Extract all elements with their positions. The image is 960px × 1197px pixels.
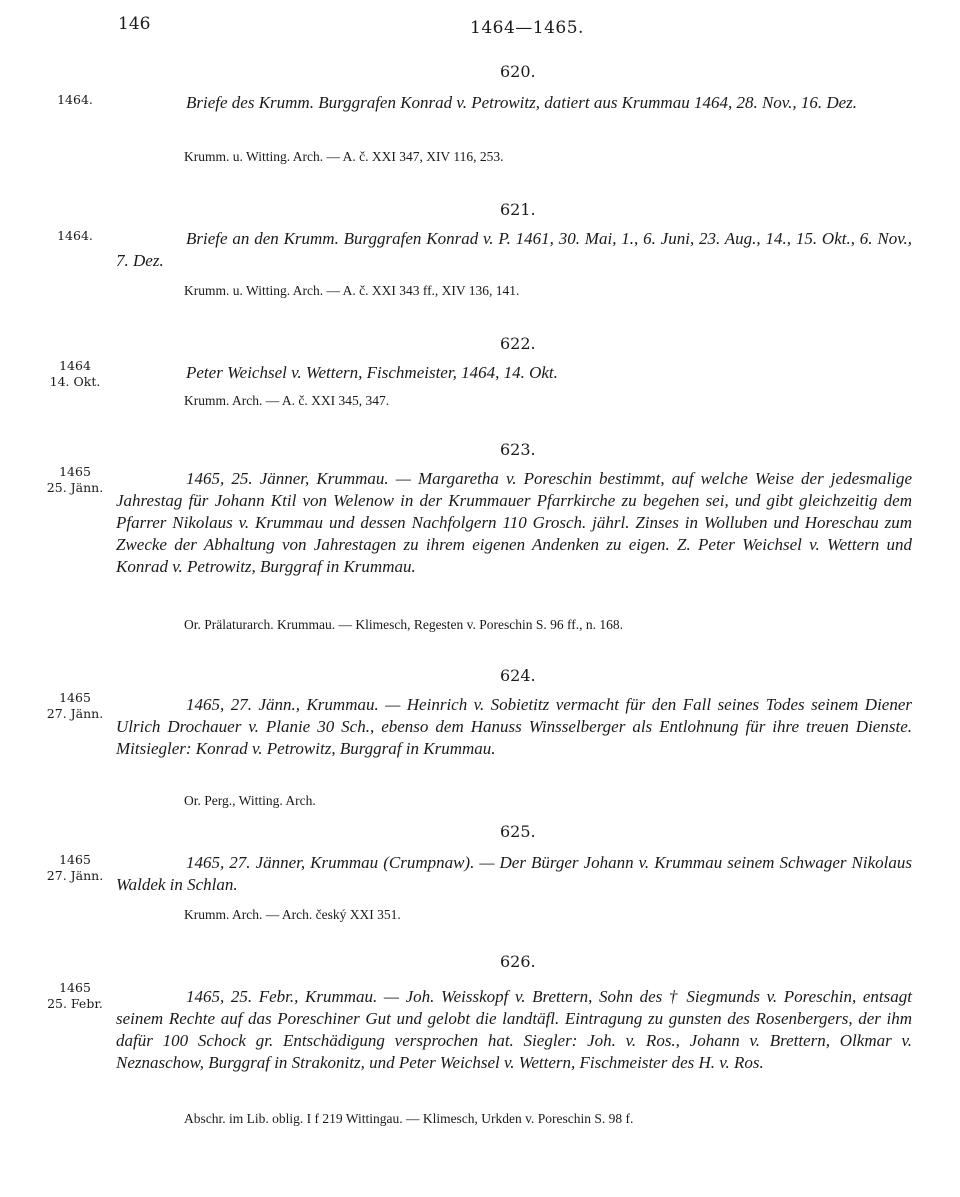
margin-date bbox=[40, 464, 110, 496]
source-note: Or. Prälaturarch. Krummau. — Klimesch, Regesten v. Poreschin S. 96 ff., n. 168. bbox=[184, 617, 624, 632]
source-note: Abschr. im Lib. oblig. I f 219 Wittingau. — Klimesch, Urkden v. Poreschin S. 98 f. bbox=[184, 1111, 634, 1126]
entry-number: 626. bbox=[500, 952, 536, 971]
margin-date-day: 27. Jänn. bbox=[46, 868, 104, 883]
margin-date-year: 1465 bbox=[59, 980, 91, 995]
source-note: Krumm. u. Witting. Arch. — A. č. XXI 343 ff., XIV 136, 141. bbox=[184, 283, 520, 298]
margin-date-year: 1464. bbox=[57, 92, 93, 107]
margin-date bbox=[40, 92, 110, 108]
regest-text: 1465, 25. Febr., Krummau. — Joh. Weisskopf v. Brettern, Sohn des † Siegmunds v. Poreschin, entsagt seinem Rechte auf das Poreschiner Gut und gelobt die landtäfl. Eintragung zu gunsten des Rosenbergers, der ihm dafür 100 Schock gr. Entschädigung versprochen hat. Siegler: Joh. v. Ros., Johann v. Brettern, Olkmar v. Neznaschow, Burggraf in Strakonitz, und Peter Weichsel v. Wettern, Fischmeister des H. v. Ros. bbox=[116, 987, 912, 1072]
margin-date-year: 1465 bbox=[59, 464, 91, 479]
entry-number: 621. bbox=[500, 200, 536, 219]
page-number: 146 bbox=[118, 14, 151, 34]
regest-text: Peter Weichsel v. Wettern, Fischmeister, 1464, 14. Okt. bbox=[186, 363, 558, 382]
margin-date-day: 25. Febr. bbox=[47, 996, 103, 1011]
margin-date bbox=[40, 228, 110, 244]
source-note: Krumm. Arch. — A. č. XXI 345, 347. bbox=[184, 393, 390, 408]
margin-date bbox=[40, 852, 110, 884]
source-note: Or. Perg., Witting. Arch. bbox=[184, 793, 316, 808]
margin-date bbox=[40, 690, 110, 722]
entry-number: 620. bbox=[500, 62, 536, 81]
margin-date-year: 1465 bbox=[59, 852, 91, 867]
entry-number: 623. bbox=[500, 440, 536, 459]
margin-date bbox=[40, 980, 110, 1012]
margin-date-year: 1464 bbox=[59, 358, 91, 373]
source-note: Krumm. u. Witting. Arch. — A. č. XXI 347, XIV 116, 253. bbox=[184, 149, 504, 164]
source-note: Krumm. Arch. — Arch. český XXI 351. bbox=[184, 907, 401, 922]
regest-text: Briefe des Krumm. Burggrafen Konrad v. Petrowitz, datiert aus Krummau 1464, 28. Nov., 16. Dez. bbox=[186, 93, 858, 112]
regest-text: 1465, 27. Jänn., Krummau. — Heinrich v. Sobietitz vermacht für den Fall seines Todes seinem Diener Ulrich Drochauer v. Planie 30 Sch., ebenso dem Hanuss Winsselberger als Entlohnung für ihre treuen Dienste. Mitsiegler: Konrad v. Petrowitz, Burggraf in Krummau. bbox=[116, 695, 912, 758]
regest-text: Briefe an den Krumm. Burggrafen Konrad v. P. 1461, 30. Mai, 1., 6. Juni, 23. Aug., 14., 15. Okt., 6. Nov., 7. Dez. bbox=[116, 229, 912, 270]
margin-date-day: 27. Jänn. bbox=[46, 706, 104, 721]
entry-number: 622. bbox=[500, 334, 536, 353]
running-head: 1464—1465. bbox=[470, 18, 584, 38]
margin-date-year: 1465 bbox=[59, 690, 91, 705]
margin-date bbox=[40, 358, 110, 390]
margin-date-day: 14. Okt. bbox=[49, 374, 101, 389]
regest-text: 1465, 25. Jänner, Krummau. — Margaretha v. Poreschin bestimmt, auf welche Weise der jedesmalige Jahrestag für Johann Ktil von Welenow in der Krummauer Pfarrkirche zu begehen sei, und gibt gleichzeitig dem Pfarrer Nikolaus v. Krummau und dessen Nachfolgern 110 Grosch. jährl. Zinses in Wolluben und Horeschau zum Zwecke der Abhaltung von Jahrestagen zu ihrem eigenen Andenken zu eigen. Z. Peter Weichsel v. Wettern und Konrad v. Petrowitz, Burggraf in Krummau. bbox=[116, 469, 912, 576]
margin-date-day: 25. Jänn. bbox=[46, 480, 104, 495]
entry-number: 624. bbox=[500, 666, 536, 685]
regest-text: 1465, 27. Jänner, Krummau (Crumpnaw). — Der Bürger Johann v. Krummau seinem Schwager Nikolaus Waldek in Schlan. bbox=[116, 853, 912, 894]
margin-date-year: 1464. bbox=[57, 228, 93, 243]
entry-number: 625. bbox=[500, 822, 536, 841]
